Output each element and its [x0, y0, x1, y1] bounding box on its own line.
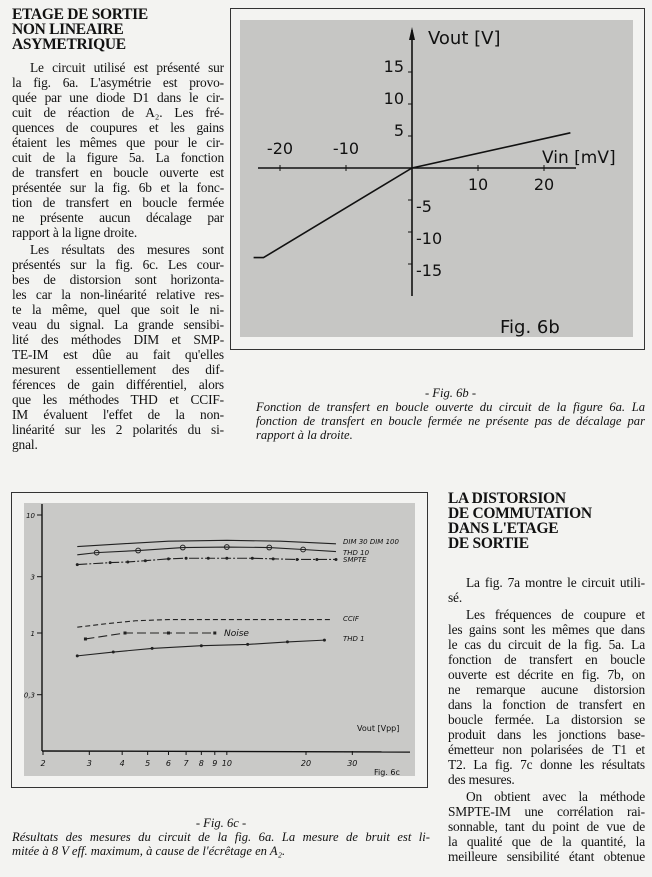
heading-line: DANS L'ETAGE — [448, 520, 559, 537]
legend-label: DIM 30 DIM 100 — [343, 538, 399, 546]
data-point — [323, 639, 326, 642]
data-point — [225, 557, 228, 560]
text-line: quences de coupures et les gains — [12, 120, 224, 135]
text-line: présentée sur la fig. 6b et la fonc- — [12, 180, 224, 195]
text-line: gnal. — [12, 437, 38, 452]
data-point — [84, 637, 87, 640]
text-line: produit dans les jonctions base- — [448, 727, 645, 742]
heading-line: ASYMETRIQUE — [12, 36, 126, 53]
caption-line: Fonction de transfert en boucle ouverte du circuit de la figure 6a. La — [256, 400, 645, 414]
legend-label: THD 1 — [343, 635, 365, 643]
text-line: férences de gain différentiel, alors — [12, 377, 224, 392]
heading-line: NON LINEAIRE — [12, 21, 124, 38]
text-line: le cas du circuit de la fig. 5a. La — [448, 637, 645, 652]
text-line: lité des méthodes DIM et SMP- — [12, 332, 224, 347]
caption-line: mitée à 8 V eff. maximum, à cause de l'écrêtage en A₂. — [12, 844, 286, 858]
data-point — [123, 632, 126, 635]
text-line: mesurent essentiellement des dif- — [12, 362, 224, 377]
y-tick-label: 1 — [30, 630, 35, 638]
text-line: IM évaluent l'effet de la non- — [12, 407, 224, 422]
legend-label: THD 10 — [343, 549, 370, 557]
text-line: Les résultats des mesures sont — [30, 242, 224, 257]
text-line: les gains sont les mêmes que dans — [448, 622, 645, 637]
text-line: te la même, quel que soit le ni- — [12, 302, 224, 317]
heading-line: ETAGE DE SORTIE — [12, 6, 148, 23]
left-column — [12, 7, 224, 452]
paragraph — [12, 242, 224, 452]
text-line: la qualité que de la quantité, la — [448, 834, 645, 849]
caption-title: - Fig. 6b - — [424, 386, 477, 400]
legend-label: SMPTE — [343, 556, 367, 564]
text-line: tion de transfert en boucle fermée — [12, 195, 224, 210]
text-line: boucle fermée. La distorsion se — [448, 712, 645, 727]
data-point — [315, 558, 318, 561]
y-tick-label: -5 — [416, 197, 432, 216]
text-line: linéarité sur les 2 polarités du si- — [12, 422, 224, 437]
x-tick-label: 3 — [86, 759, 92, 768]
legend-label: Noise — [224, 629, 249, 639]
y-axis-title: Vout [V] — [428, 28, 501, 49]
right-column — [448, 491, 645, 864]
text-line: sonnable, tant du point de vue de — [448, 819, 645, 834]
text-line: émetteur non polarisées de T1 et — [448, 742, 645, 757]
data-point — [112, 651, 115, 654]
data-point — [207, 557, 210, 560]
section-heading — [448, 491, 645, 551]
caption-line: Résultats des mesures du circuit de la fig. 6a. La mesure de bruit est li- — [12, 830, 430, 844]
paragraph — [448, 575, 645, 605]
x-tick-label: -10 — [332, 139, 360, 158]
text-line: présentés sur la fig. 6c. Les cour- — [12, 257, 224, 272]
text-line: cuit de réaction de A₂. Les fré- — [12, 105, 224, 120]
text-line: les car la non-linéarité relative res- — [12, 287, 224, 302]
y-tick-label: -15 — [416, 261, 443, 280]
text-line: ouverte est décrite en fig. 7b, on — [448, 667, 645, 682]
y-tick-label: -10 — [416, 229, 443, 248]
y-tick-label: 15 — [383, 57, 404, 76]
data-point — [167, 557, 170, 560]
figure-6c-chart — [10, 490, 430, 790]
text-line: La fig. 7a montre le circuit utili- — [466, 575, 645, 590]
text-line: cuit de la figure 5a. La fonction — [12, 150, 224, 165]
x-tick-label: 20 — [300, 759, 312, 768]
heading-line: DE SORTIE — [448, 535, 529, 552]
text-line: la fig. 6a. L'asymétrie est provo- — [12, 75, 224, 90]
x-axis-title: Vin [mV] — [542, 148, 616, 168]
text-line: étaient les mêmes que pour le cir- — [12, 135, 224, 150]
data-point — [126, 560, 129, 563]
x-tick-label: 6 — [165, 759, 172, 768]
heading-line: LA DISTORSION — [448, 490, 566, 507]
text-line: meilleure sensibilité étant obtenue — [448, 849, 645, 864]
x-tick-label: 10 — [467, 175, 489, 194]
x-tick-label: 8 — [198, 759, 204, 768]
text-line: fonction de transfert en boucle — [448, 652, 645, 667]
text-line: des mesures. — [448, 772, 515, 787]
x-tick-label: 20 — [533, 175, 555, 194]
caption-line: fonction de transfert en boucle fermée ne présente pas de décalage par — [256, 414, 645, 428]
data-point — [334, 558, 337, 561]
figure-6b-caption — [256, 386, 645, 442]
text-line: quée par une diode D1 dans le cir- — [12, 90, 224, 105]
legend-label: CCIF — [343, 615, 359, 623]
text-line: que les méthodes THD et CCIF- — [12, 392, 224, 407]
data-point — [286, 640, 289, 643]
figure-label: Fig. 6b — [500, 317, 560, 338]
text-line: Les fréquences de coupure et — [466, 607, 645, 622]
data-point — [200, 644, 203, 647]
text-line: de transfert en boucle ouverte est — [12, 165, 224, 180]
data-point — [213, 632, 216, 635]
x-axis — [42, 751, 410, 752]
data-point — [246, 643, 249, 646]
x-tick-label: 10 — [221, 759, 232, 768]
text-line: On obtient avec la méthode — [466, 789, 645, 804]
y-tick-label: 5 — [393, 121, 404, 140]
text-line: Le circuit utilisé est présenté sur — [30, 60, 224, 75]
x-tick-label: 5 — [145, 759, 151, 768]
text-line: ne remarque aucune distorsion — [448, 682, 645, 697]
heading-line: DE COMMUTATION — [448, 505, 592, 522]
caption-line: rapport à la droite. — [256, 428, 353, 442]
section-heading — [12, 7, 224, 52]
data-point — [151, 647, 154, 650]
y-tick-label: 10 — [26, 512, 35, 520]
x-tick-label: 4 — [119, 759, 125, 768]
data-point — [76, 563, 79, 566]
paragraph — [448, 789, 645, 864]
figure-6b-chart — [230, 8, 646, 351]
x-tick-label: 2 — [40, 759, 46, 768]
text-line: veau du signal. La grande sensibi- — [12, 317, 224, 332]
y-tick-label: 10 — [383, 89, 404, 108]
data-point — [185, 557, 188, 560]
x-tick-label: 30 — [347, 759, 358, 768]
data-point — [296, 558, 299, 561]
text-line: T2. La fig. 7c donne les résultats — [448, 757, 645, 772]
text-line: TE-IM est dûe au fait qu'elles — [12, 347, 224, 362]
figure-label: Fig. 6c — [374, 768, 400, 777]
x-tick-label: -20 — [266, 139, 294, 158]
x-axis-title: Vout [Vpp] — [357, 724, 400, 733]
plot-background — [240, 20, 633, 337]
paragraph — [448, 607, 645, 787]
text-line: rapport à la ligne droite. — [12, 225, 138, 240]
text-line: dans la fonction de transfert en — [448, 697, 645, 712]
data-point — [251, 557, 254, 560]
paragraph — [12, 60, 224, 240]
data-point — [167, 632, 170, 635]
y-tick-label: 3 — [30, 573, 35, 582]
data-point — [76, 654, 79, 657]
y-tick-label: 0,3 — [23, 691, 35, 700]
caption-title: - Fig. 6c - — [195, 816, 247, 830]
x-tick-label: 9 — [212, 759, 218, 768]
figure-6c-caption — [12, 816, 430, 858]
text-line: SMPTE-IM une corrélation rai- — [448, 804, 645, 819]
text-line: sé. — [448, 590, 463, 605]
x-tick-label: 7 — [183, 759, 189, 768]
text-line: bes de distorsion sont horizonta- — [12, 272, 224, 287]
data-point — [109, 561, 112, 564]
data-point — [144, 559, 147, 562]
text-line: ne présente aucun décalage par — [12, 210, 224, 225]
data-point — [272, 557, 275, 560]
